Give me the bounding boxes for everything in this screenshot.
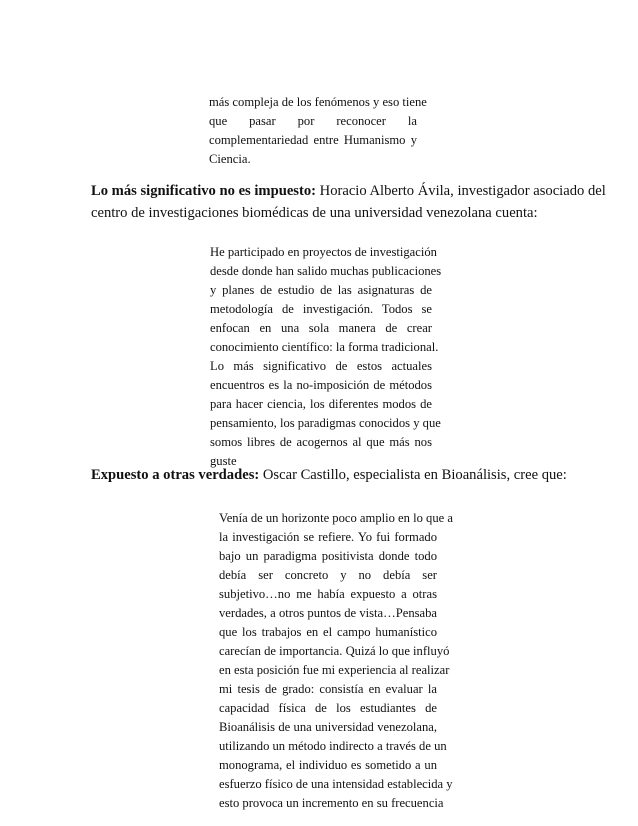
- quote-3-line: capacidad física de los estudiantes de: [219, 701, 437, 715]
- quote-2-line: somos libres de acogernos al que más nos: [210, 435, 432, 449]
- quote-2-line: conocimiento científico: la forma tradicional.: [210, 340, 439, 354]
- quote-2-line: guste: [210, 454, 237, 468]
- quote-2-line: encuentros es la no-imposición de métodos: [210, 378, 432, 392]
- quote-3-line: en esta posición fue mi experiencia al realizar: [219, 663, 450, 677]
- paragraph-1-line-2: centro de investigaciones biomédicas de una universidad venezolana cuenta:: [91, 205, 538, 221]
- quote-3-line: Venía de un horizonte poco amplio en lo que a: [219, 511, 453, 525]
- quote-3-line: verdades, a otros puntos de vista…Pensaba: [219, 606, 437, 620]
- quote-3-line: que los trabajos en el campo humanístico: [219, 625, 437, 639]
- quote-3-line: subjetivo…no me había expuesto a otras: [219, 587, 437, 601]
- quote-2-line: desde donde han salido muchas publicaciones: [210, 264, 442, 278]
- quote-2-line: metodología de investigación. Todos se: [210, 302, 432, 316]
- quote-3-line: utilizando un método indirecto a través de un: [219, 739, 447, 753]
- quote-2-line: y planes de estudio de las asignaturas de: [210, 283, 432, 297]
- quote-2-line: enfocan en una sola manera de crear: [210, 321, 432, 335]
- paragraph-lo-mas-significativo: [91, 180, 606, 224]
- quote-3-line: Bioanálisis de una universidad venezolana,: [219, 720, 437, 734]
- paragraph-1-text: Horacio Alberto Ávila, investigador asociado del: [319, 183, 606, 199]
- quote-2-line: He participado en proyectos de investigación: [210, 245, 437, 259]
- quote-1-line: Ciencia.: [209, 152, 251, 166]
- paragraph-1-line-1: [91, 180, 606, 202]
- quote-block-1: [209, 93, 427, 169]
- section-heading-lo-mas-significativo: Lo más significativo no es impuesto:: [91, 183, 316, 199]
- quote-3-line: monograma, el individuo es sometido a un: [219, 758, 437, 772]
- quote-2-line: Lo más significativo de estos actuales: [210, 359, 432, 373]
- quote-1-line: que pasar por reconocer la: [209, 114, 417, 128]
- quote-2-line: pensamiento, los paradigmas conocidos y que: [210, 416, 441, 430]
- quote-3-line: bajo un paradigma positivista donde todo: [219, 549, 437, 563]
- quote-2-line: para hacer ciencia, los diferentes modos de: [210, 397, 432, 411]
- paragraph-expuesto-a-otras-verdades: [91, 464, 567, 486]
- quote-1-line: complementariedad entre Humanismo y: [209, 133, 417, 147]
- section-heading-expuesto: Expuesto a otras verdades:: [91, 467, 260, 483]
- quote-block-3: [219, 509, 453, 813]
- quote-block-2: [210, 243, 442, 471]
- paragraph-2-line: [91, 464, 567, 486]
- quote-3-line: carecían de importancia. Quizá lo que influyó: [219, 644, 450, 658]
- paragraph-2-text: Oscar Castillo, especialista en Bioanálisis, cree que:: [262, 467, 567, 483]
- quote-3-line: la investigación se refiere. Yo fui formado: [219, 530, 437, 544]
- quote-1-line: más compleja de los fenómenos y eso tiene: [209, 95, 427, 109]
- quote-3-line: esfuerzo físico de una intensidad establecida y: [219, 777, 453, 791]
- quote-3-line: mi tesis de grado: consistía en evaluar la: [219, 682, 437, 696]
- quote-3-line: debía ser concreto y no debía ser: [219, 568, 437, 582]
- quote-3-line: esto provoca un incremento en su frecuencia: [219, 796, 444, 810]
